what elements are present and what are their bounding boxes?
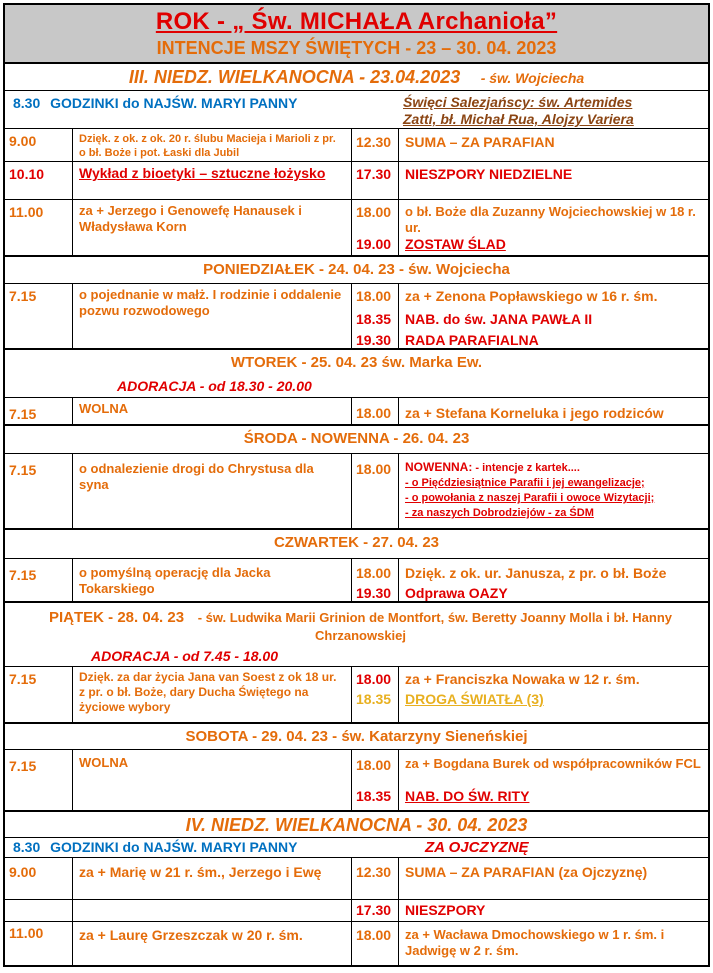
mass-intention: za + Marię w 21 r. śm., Jerzego i Ewę: [72, 858, 351, 899]
novena-intention: - o powołania z naszej Parafii i owoce Wizytacji;: [405, 492, 655, 504]
friday-adoration: ADORACJA - od 7.45 - 18.00: [5, 645, 708, 667]
saints-note: [403, 94, 634, 128]
tuesday-row: [5, 398, 708, 426]
mass-time: 10.10: [9, 166, 45, 182]
mass-intention-cell: [398, 667, 708, 722]
mass-intention: Dzięk. za dar życia Jana van Soest z ok 18 ur. z pr. o bł. Boże, dary Ducha Świętego na życiowe wybory: [72, 667, 351, 722]
mass-time: 18.00: [356, 671, 392, 687]
page-header: [5, 5, 708, 64]
mass-intention: WOLNA: [72, 750, 351, 810]
mass-time-cell: [351, 454, 398, 528]
mass-time: 17.30: [356, 166, 392, 182]
sunday-1-row-2: [5, 162, 708, 200]
mass-time-cell: [351, 750, 398, 810]
mass-intention: SUMA – ZA PARAFIAN: [398, 129, 708, 161]
tuesday-heading: WTOREK - 25. 04. 23 św. Marka Ew.: [230, 354, 483, 371]
empty-time-cell: [5, 900, 71, 921]
thursday-row: [5, 559, 708, 603]
thursday-heading: CZWARTEK - 27. 04. 23: [5, 530, 708, 559]
sunday-1-row-1: [5, 129, 708, 162]
sunday-1-row-3: [5, 200, 708, 257]
mass-time-cell: [351, 129, 398, 161]
mass-time: 18.00: [356, 461, 392, 477]
mass-intention: o pojednanie w małż. I rodzinie i oddalenie pozwu rozwodowego: [72, 284, 351, 348]
godzinki-entry: [13, 839, 297, 855]
mass-time: 18.00: [356, 288, 392, 304]
devotion-entry: NAB. DO ŚW. RITY: [405, 788, 530, 804]
sunday-2-row-3: [5, 922, 708, 965]
sunday-2-row-1: [5, 858, 708, 900]
empty-intention-cell: [72, 900, 351, 921]
vespers-entry: NIESZPORY NIEDZIELNE: [398, 162, 708, 199]
mass-time-cell: [351, 667, 398, 722]
mass-time: 8.30: [13, 95, 41, 111]
mass-time: 7.15: [9, 567, 37, 583]
mass-time: 7.15: [9, 406, 37, 422]
mass-time: 8.30: [13, 839, 41, 855]
mass-intention: SUMA – ZA PARAFIAN (za Ojczyznę): [398, 858, 708, 899]
mass-time: 12.30: [356, 134, 392, 150]
mass-time: 12.30: [356, 864, 392, 880]
mass-intention-cell: [398, 750, 708, 810]
mass-time: 19.00: [356, 236, 392, 252]
ojczyzna-label: ZA OJCZYZNĘ: [425, 839, 529, 856]
sunday-1-title: III. NIEDZ. WIELKANOCNA - 23.04.2023: [128, 67, 461, 87]
tuesday-adoration: ADORACJA - od 18.30 - 20.00: [5, 376, 708, 398]
mass-time-cell: [351, 922, 398, 965]
novena-label: NOWENNA:: [405, 460, 473, 474]
wednesday-heading: ŚRODA - NOWENNA - 26. 04. 23: [5, 426, 708, 454]
sunday-2-title: IV. NIEDZ. WIELKANOCNA - 30. 04. 2023: [185, 815, 528, 835]
friday-row: [5, 667, 708, 724]
mass-time: 18.00: [356, 405, 392, 421]
mass-time: 7.15: [9, 758, 37, 774]
sunday-2-godzinki-row: [5, 838, 708, 858]
mass-intention: WOLNA: [72, 398, 351, 424]
wednesday-row: [5, 454, 708, 530]
mass-time-cell: [351, 200, 398, 255]
friday-date: PIĄTEK - 28. 04. 23: [49, 609, 185, 626]
vespers-entry: NIESZPORY: [398, 900, 708, 921]
mass-time-cell: [351, 398, 398, 424]
godzinki-label: GODZINKI do NAJŚW. MARYI PANNY: [50, 95, 298, 111]
friday-patrons: - św. Ludwika Marii Grinion de Montfort, św. Beretty Joanny Molla i bł. Hanny Chrzanowskiej: [197, 610, 672, 643]
mass-time: 18.35: [356, 691, 392, 707]
sunday-1-heading: [5, 64, 708, 91]
novena-note: - intencje z kartek....: [472, 462, 580, 474]
event-entry: ZOSTAW ŚLAD: [405, 236, 506, 252]
mass-time: 9.00: [9, 864, 37, 880]
novena-header: [405, 460, 704, 476]
monday-heading: PONIEDZIAŁEK - 24. 04. 23 - św. Wojciecha: [5, 257, 708, 284]
mass-intention: za + Bogdana Burek od współpracowników FCL: [405, 756, 701, 771]
monday-row: [5, 284, 708, 350]
godzinki-label: GODZINKI do NAJŚW. MARYI PANNY: [50, 839, 298, 855]
mass-intention-cell: [398, 284, 708, 348]
godzinki-entry: [13, 95, 297, 111]
lecture-entry: Wykład z bioetyki – sztuczne łożysko: [72, 162, 351, 199]
mass-time-cell: [351, 559, 398, 601]
event-entry: RADA PARAFIALNA: [405, 332, 539, 348]
mass-time-cell: [351, 162, 398, 199]
mass-time: 18.00: [356, 204, 392, 220]
devotion-entry: DROGA ŚWIATŁA (3): [405, 691, 544, 707]
mass-time: 17.30: [356, 902, 392, 918]
page-subtitle: INTENCJE MSZY ŚWIĘTYCH - 23 – 30. 04. 2023: [156, 38, 557, 58]
mass-intention: za + Zenona Popławskiego w 16 r. śm.: [405, 288, 658, 304]
sunday-1-patron: - św. Wojciecha: [480, 70, 585, 86]
mass-time: 19.30: [356, 585, 392, 601]
novena-cell: [398, 454, 708, 528]
mass-time: 7.15: [9, 462, 37, 478]
mass-time: 11.00: [9, 925, 44, 941]
saturday-heading: SOBOTA - 29. 04. 23 - św. Katarzyny Sieneńskiej: [5, 724, 708, 750]
saturday-row: [5, 750, 708, 812]
mass-time-cell: [351, 858, 398, 899]
devotion-entry: NAB. do św. JANA PAWŁA II: [405, 311, 593, 327]
mass-intention-cell: [398, 200, 708, 255]
mass-intention: za + Stefana Korneluka i jego rodziców: [398, 398, 708, 424]
mass-intention: o bł. Boże dla Zuzanny Wojciechowskiej w 18 r. ur.: [405, 204, 696, 235]
mass-time: 18.00: [356, 757, 392, 773]
mass-time-cell: [351, 284, 398, 348]
mass-time: 18.00: [356, 927, 392, 943]
mass-time-cell: [351, 900, 398, 921]
sunday-2-heading: [5, 812, 708, 838]
mass-intention: za + Laurę Grzeszczak w 20 r. śm.: [72, 922, 351, 965]
novena-intention: - za naszych Dobrodziejów - za ŚDM: [405, 507, 594, 519]
mass-intention: za + Wacława Dmochowskiego w 1 r. śm. i Jadwigę w 2 r. śm.: [398, 922, 708, 965]
mass-time: 9.00: [9, 133, 37, 149]
page-title: ROK - „ Św. MICHAŁA Archanioła”: [155, 8, 558, 35]
mass-intention: za + Jerzego i Genowefę Hanausek i Władysława Korn: [72, 200, 351, 255]
sunday-2-row-2: [5, 900, 708, 922]
saints-line-2: Zatti, bł. Michał Rua, Alojzy Variera: [403, 111, 634, 127]
friday-heading: [5, 603, 708, 645]
mass-time: 18.35: [356, 788, 392, 804]
mass-time: 11.00: [9, 204, 44, 220]
mass-intention-cell: [398, 559, 708, 601]
novena-intention: - o Pięćdziesiątnice Parafii i jej ewangelizacje;: [405, 477, 645, 489]
mass-time: 7.15: [9, 671, 37, 687]
mass-intention: Dzięk. z ok. z ok. 20 r. ślubu Macieja i Marioli z pr. o bł. Boże i pot. Łaski dla Jubil: [72, 129, 351, 161]
mass-time: 18.35: [356, 311, 392, 327]
event-entry: Odprawa OAZY: [405, 585, 508, 601]
mass-time: 7.15: [9, 288, 37, 304]
mass-intention: o pomyślną operację dla Jacka Tokarskiego: [72, 559, 351, 601]
sunday-1-godzinki-row: [5, 91, 708, 129]
mass-intention: za + Franciszka Nowaka w 12 r. śm.: [405, 671, 640, 687]
mass-intention: Dzięk. z ok. ur. Janusza, z pr. o bł. Boże: [405, 565, 667, 581]
mass-intention: o odnalezienie drogi do Chrystusa dla syna: [72, 454, 351, 528]
mass-time: 19.30: [356, 332, 392, 348]
mass-time: 18.00: [356, 565, 392, 581]
saints-line-1: Święci Salezjańscy: św. Artemides: [403, 94, 633, 110]
